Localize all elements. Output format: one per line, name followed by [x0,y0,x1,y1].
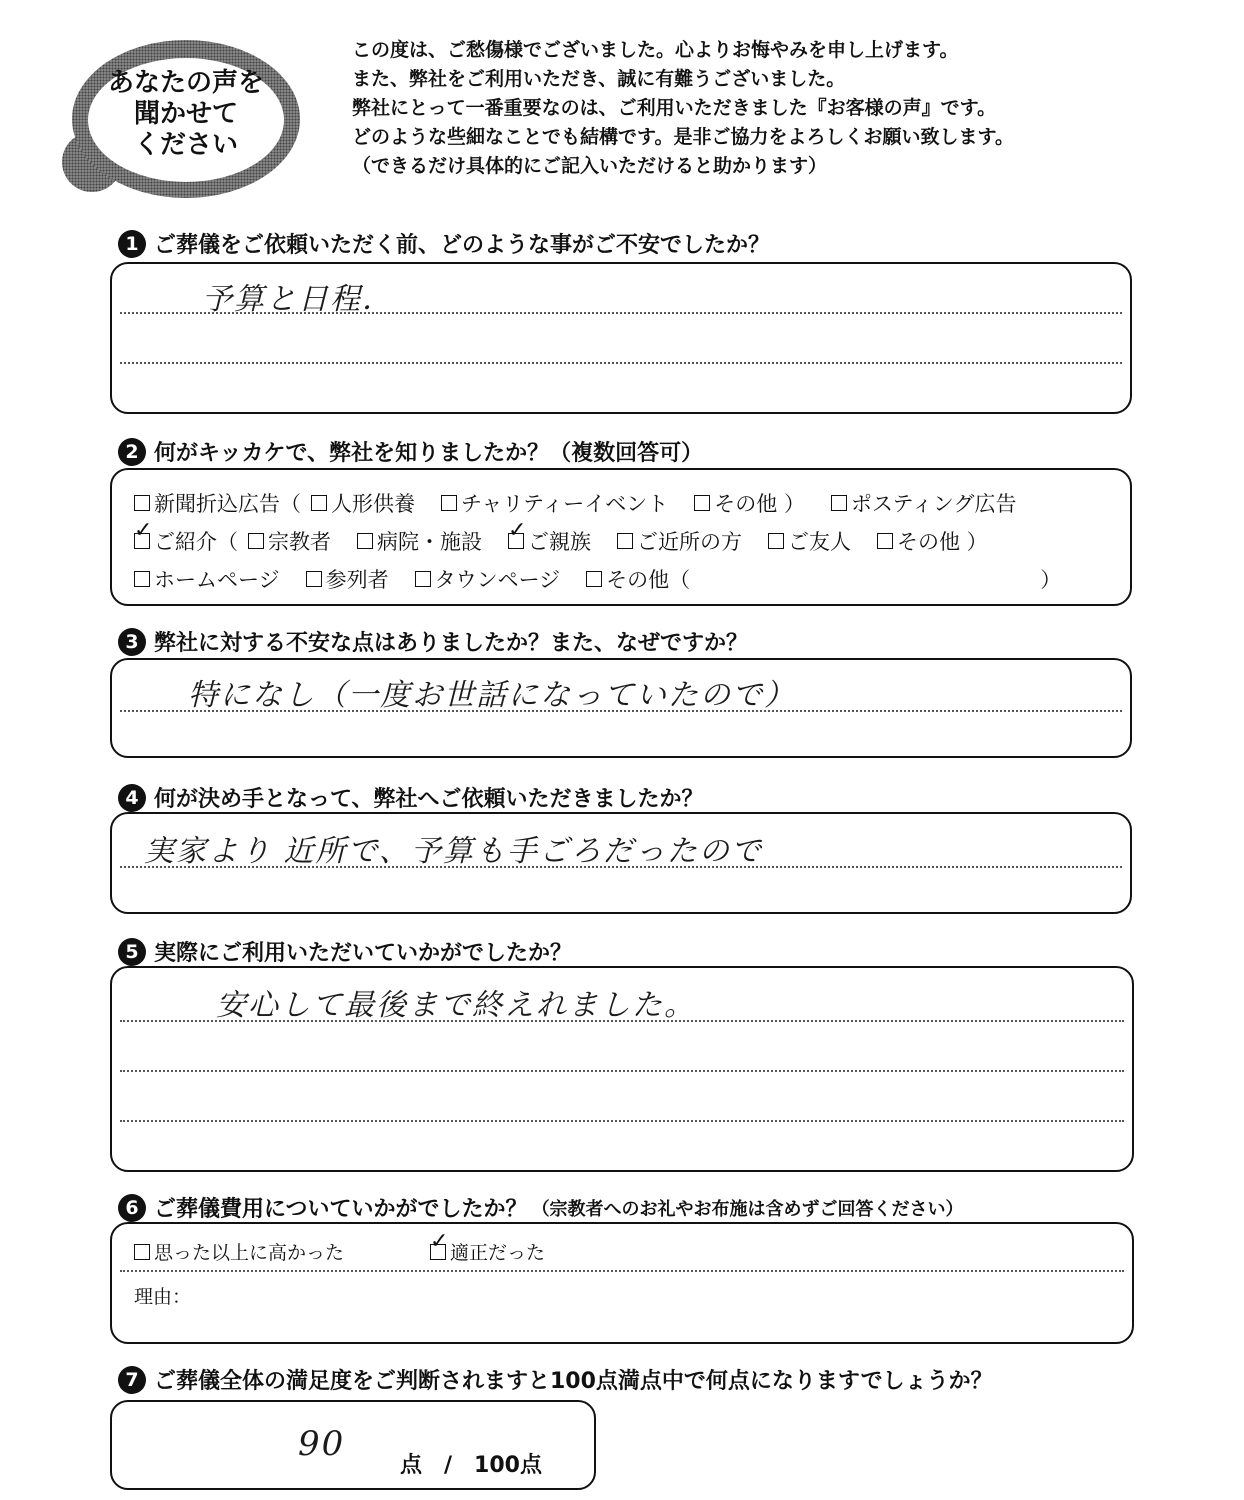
checkbox[interactable] [248,533,264,549]
q3-title: 弊社に対する不安な点はありましたか？また、なぜですか？ [154,631,749,656]
q3-answer: 特になし（一度お世話になっていたので） [188,678,796,713]
option-reasonable[interactable] [430,1238,545,1265]
bubble-line-3: ください [133,130,238,160]
q4-answer-box[interactable] [110,812,1132,914]
q6-options-row [134,1238,571,1265]
q2-heading [118,436,703,467]
checkbox[interactable] [357,533,373,549]
option-relatives[interactable] [508,526,591,556]
q2-title: 何がキッカケで、弊社を知りましたか？（複数回答可） [154,441,704,466]
intro-line: また、弊社をご利用いただき、誠に有難うございました。 [352,68,846,90]
q1-title: ご葬儀をご依頼いただく前、どのような事がご不安でしたか？ [154,233,771,258]
option-label: ご紹介（ [154,530,238,554]
option-label: 病院・施設 [377,530,482,554]
answer-line [120,362,1122,364]
checkbox-checked[interactable] [430,1244,446,1260]
checkbox[interactable] [311,495,327,511]
option-doll-memorial[interactable] [311,488,415,518]
intro-line: どのような些細なことでも結構です。是非ご協力をよろしくお願い致します。 [352,126,1014,148]
checkbox[interactable] [877,533,893,549]
option-label: チャリティーイベント [461,492,669,516]
q2-options-row [134,526,1014,556]
option-posting-ad[interactable] [831,488,1016,518]
checkbox[interactable] [768,533,784,549]
answer-line [120,1120,1124,1122]
checkbox[interactable] [306,571,322,587]
q2-options-row [134,488,1042,518]
checkbox-checked[interactable] [134,533,150,549]
q3-heading [118,626,748,657]
checkbox-checked[interactable] [508,533,524,549]
q1-number: 1 [118,230,146,258]
checkbox[interactable] [415,571,431,587]
option-label: 宗教者 [268,530,331,554]
option-label: 参列者 [325,568,389,592]
option-label: タウンページ [434,568,561,592]
q7-number: 7 [118,1366,146,1394]
q3-number: 3 [118,628,146,656]
q6-note: （宗教者へのお礼やお布施は含めずご回答ください） [531,1198,964,1220]
q3-answer-box[interactable] [110,658,1132,758]
option-label: ご近所の方 [637,530,742,554]
intro-line: （できるだけ具体的にご記入いただけると助かります） [352,155,828,177]
q5-answer: 安心して最後まで終えれました。 [216,988,696,1023]
q1-answer-box[interactable] [110,262,1132,414]
option-label: その他 ） [714,492,805,516]
q1-heading [118,228,770,259]
q4-number: 4 [118,784,146,812]
option-label: 適正だった [450,1242,546,1264]
closing-paren: ） [1040,568,1062,592]
q5-title: 実際にご利用いただいていかがでしたか？ [154,941,573,966]
q7-title: ご葬儀全体の満足度をご判断されますと100点満点中で何点になりますでしょうか？ [154,1369,993,1394]
q5-answer-box[interactable] [110,966,1134,1172]
q4-title: 何が決め手となって、弊社へご依頼いただきましたか？ [154,787,704,812]
option-label: ホームページ [154,568,280,592]
option-label: 思った以上に高かった [154,1242,345,1264]
answer-line [120,1270,1124,1272]
checkbox[interactable] [134,495,150,511]
option-label: その他（ [606,568,691,592]
option-label: ご友人 [788,530,851,554]
intro-line: この度は、ご愁傷様でございました。心よりお悔やみを申し上げます。 [352,39,959,61]
intro-line: 弊社にとって一番重要なのは、ご利用いただきました『お客様の声』です。 [352,97,997,119]
checkbox[interactable] [441,495,457,511]
q1-answer: 予算と日程． [202,282,394,317]
q5-number: 5 [118,938,146,966]
q4-answer: 実家より 近所で、予算も手ごろだったので [144,834,763,869]
answer-line [120,1070,1124,1072]
checkbox[interactable] [586,571,602,587]
option-friends[interactable] [768,526,851,556]
q2-number: 2 [118,438,146,466]
option-neighbors[interactable] [617,526,742,556]
option-label: ご親族 [528,530,591,554]
intro-text [352,36,1014,181]
q7-score: 90 [298,1424,346,1464]
q6-heading [118,1192,964,1223]
option-label: ポスティング広告 [850,492,1017,516]
option-label: 新聞折込広告（ [154,492,301,516]
bubble-heading [88,68,284,161]
q6-answer-box [110,1222,1134,1344]
option-townpage[interactable] [415,564,561,594]
option-other-2[interactable] [877,526,988,556]
bubble-line-2: 聞かせて [133,99,238,129]
checkbox[interactable] [831,495,847,511]
option-hospital[interactable] [357,526,482,556]
reason-label: 理由： [134,1286,192,1308]
option-newspaper[interactable] [134,488,301,518]
checkbox[interactable] [694,495,710,511]
option-religious[interactable] [248,526,331,556]
q6-title: ご葬儀費用についていかがでしたか？ [154,1197,528,1222]
option-label: 人形供養 [331,492,415,516]
option-other-3[interactable] [586,564,690,594]
q4-heading [118,782,704,813]
checkbox[interactable] [134,1244,150,1260]
q6-number: 6 [118,1194,146,1222]
q7-score-suffix: 点 / 100点 [400,1453,542,1478]
bubble-line-1: あなたの声を [107,68,264,98]
checkbox[interactable] [134,571,150,587]
reason-input[interactable] [212,1276,1112,1326]
option-attendee[interactable] [306,564,389,594]
q7-score-box[interactable] [110,1400,596,1490]
q5-heading [118,936,572,967]
q7-heading [118,1364,993,1395]
option-homepage[interactable] [134,564,280,594]
option-too-expensive[interactable] [134,1238,344,1265]
option-other-1[interactable] [694,488,805,518]
option-label: その他 ） [897,530,988,554]
option-charity-event[interactable] [441,488,668,518]
q2-options-row [134,564,1087,594]
checkbox[interactable] [617,533,633,549]
option-referral[interactable] [134,526,238,556]
q2-options-box [110,468,1132,606]
